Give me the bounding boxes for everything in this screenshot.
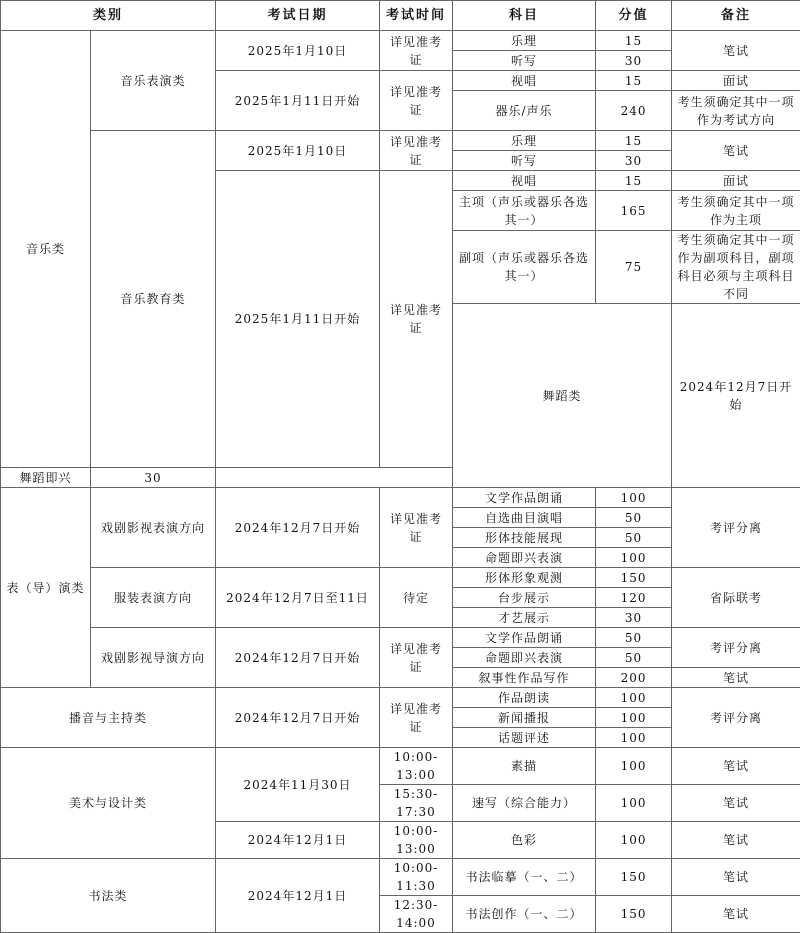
subject: 器乐/声乐: [453, 91, 596, 131]
header-category: 类别: [1, 1, 216, 31]
table-row: [1, 859, 800, 896]
note: 笔试: [672, 131, 800, 171]
subject: 素描: [453, 748, 596, 785]
subject: 书法创作（一、二）: [453, 896, 596, 933]
score: 100: [596, 708, 672, 728]
subject: 视唱: [453, 171, 596, 191]
exam-date: 2024年12月7日开始: [672, 304, 800, 488]
exam-date: 2025年1月11日开始: [216, 171, 380, 468]
exam-time: 10:00-11:30: [380, 859, 453, 896]
score: 30: [596, 51, 672, 71]
subject: 乐理: [453, 31, 596, 51]
header-row: [1, 1, 800, 31]
subject: 文学作品朗诵: [453, 488, 596, 508]
score: 100: [596, 688, 672, 708]
subject: 书法临摹（一、二）: [453, 859, 596, 896]
header-time: 考试时间: [380, 1, 453, 31]
score: 75: [596, 231, 672, 304]
header-subject: 科目: [453, 1, 596, 31]
header-note: 备注: [672, 1, 800, 31]
subject: 形体形象观测: [453, 568, 596, 588]
score: 100: [596, 822, 672, 859]
note: 考评分离: [672, 688, 800, 748]
exam-date: 2025年1月11日开始: [216, 71, 380, 131]
table-row: [1, 488, 800, 508]
subject: 话题评述: [453, 728, 596, 748]
table-row: [1, 628, 800, 648]
header-score: 分值: [596, 1, 672, 31]
table-row: [1, 31, 800, 51]
subject: 文学作品朗诵: [453, 628, 596, 648]
exam-date: 2024年12月1日: [216, 822, 380, 859]
subject: 才艺展示: [453, 608, 596, 628]
score: 100: [596, 748, 672, 785]
subject: 视唱: [453, 71, 596, 91]
exam-date: 2025年1月10日: [216, 31, 380, 71]
subject: 作品朗读: [453, 688, 596, 708]
header-date: 考试日期: [216, 1, 380, 31]
score: 240: [596, 91, 672, 131]
category-acting: 表（导）演类: [1, 488, 91, 688]
exam-date: 2024年11月30日: [216, 748, 380, 822]
subject: 色彩: [453, 822, 596, 859]
score: 15: [596, 71, 672, 91]
subject: 主项（声乐或器乐各选其一）: [453, 191, 596, 231]
category-calligraphy: 书法类: [1, 859, 216, 933]
score: 120: [596, 588, 672, 608]
exam-time: 10:00-13:00: [380, 748, 453, 785]
exam-time: 详见准考证: [380, 31, 453, 71]
exam-time: 待定: [380, 568, 453, 628]
exam-time: 详见准考证: [380, 688, 453, 748]
score: 150: [596, 568, 672, 588]
subject: 形体技能展现: [453, 528, 596, 548]
note: 考生须确定其中一项作为考试方向: [672, 91, 800, 131]
subject: 自选曲目演唱: [453, 508, 596, 528]
note: 笔试: [672, 31, 800, 71]
subject: 命题即兴表演: [453, 648, 596, 668]
score: 200: [596, 668, 672, 688]
score: 100: [596, 785, 672, 822]
exam-time: 15:30-17:30: [380, 785, 453, 822]
note: 考生须确定其中一项作为主项: [672, 191, 800, 231]
subject: 听写: [453, 51, 596, 71]
score: 50: [596, 528, 672, 548]
subject: 新闻播报: [453, 708, 596, 728]
score: 15: [596, 31, 672, 51]
note: 笔试: [672, 859, 800, 896]
note: 考评分离: [672, 628, 800, 668]
exam-date: 2024年12月7日开始: [216, 488, 380, 568]
exam-date: 2024年12月7日至11日: [216, 568, 380, 628]
note: 笔试: [672, 785, 800, 822]
subject: 命题即兴表演: [453, 548, 596, 568]
score: 50: [596, 508, 672, 528]
note: 面试: [672, 171, 800, 191]
exam-time: 12:30-14:00: [380, 896, 453, 933]
score: 150: [596, 896, 672, 933]
subject: 叙事性作品写作: [453, 668, 596, 688]
score: 15: [596, 171, 672, 191]
exam-time: 详见准考证: [380, 131, 453, 171]
exam-time: 10:00-13:00: [380, 822, 453, 859]
exam-date: 2024年12月7日开始: [216, 688, 380, 748]
note: 面试: [672, 71, 800, 91]
exam-time: 详见准考证: [380, 488, 453, 568]
score: 100: [596, 728, 672, 748]
subject: 速写（综合能力）: [453, 785, 596, 822]
score: 30: [91, 468, 216, 488]
table-row: [1, 748, 800, 785]
exam-date: 2025年1月10日: [216, 131, 380, 171]
subcategory-music-education: 音乐教育类: [91, 131, 216, 468]
table-row: [1, 568, 800, 588]
subcategory-drama: 戏剧影视表演方向: [91, 488, 216, 568]
score: 165: [596, 191, 672, 231]
category-broadcast: 播音与主持类: [1, 688, 216, 748]
category-music: 音乐类: [1, 31, 91, 468]
table-row: [1, 131, 800, 151]
score: 30: [596, 608, 672, 628]
subcategory-music-performance: 音乐表演类: [91, 31, 216, 131]
note: 笔试: [672, 822, 800, 859]
subcategory-directing: 戏剧影视导演方向: [91, 628, 216, 688]
note: 笔试: [672, 896, 800, 933]
score: 15: [596, 131, 672, 151]
score: 50: [596, 648, 672, 668]
exam-time: 详见准考证: [380, 71, 453, 131]
subject: 副项（声乐或器乐各选其一）: [453, 231, 596, 304]
note: 笔试: [672, 748, 800, 785]
score: 150: [596, 859, 672, 896]
subject: 舞蹈即兴: [1, 468, 91, 488]
exam-date: 2024年12月1日: [216, 859, 380, 933]
score: 100: [596, 488, 672, 508]
subject: 乐理: [453, 131, 596, 151]
score: 30: [596, 151, 672, 171]
score: 100: [596, 548, 672, 568]
note: 省际联考: [672, 568, 800, 628]
score: 50: [596, 628, 672, 648]
subject: 听写: [453, 151, 596, 171]
note: 笔试: [672, 668, 800, 688]
note: 考评分离: [672, 488, 800, 568]
exam-time: 详见准考证: [380, 171, 453, 468]
table-row: [1, 688, 800, 708]
subject: 台步展示: [453, 588, 596, 608]
exam-date: 2024年12月7日开始: [216, 628, 380, 688]
subcategory-fashion: 服装表演方向: [91, 568, 216, 628]
category-art: 美术与设计类: [1, 748, 216, 859]
note: 考生须确定其中一项作为副项科目，副项科目必须与主项科目不同: [672, 231, 800, 304]
exam-time: 详见准考证: [380, 628, 453, 688]
category-dance: 舞蹈类: [453, 304, 672, 488]
